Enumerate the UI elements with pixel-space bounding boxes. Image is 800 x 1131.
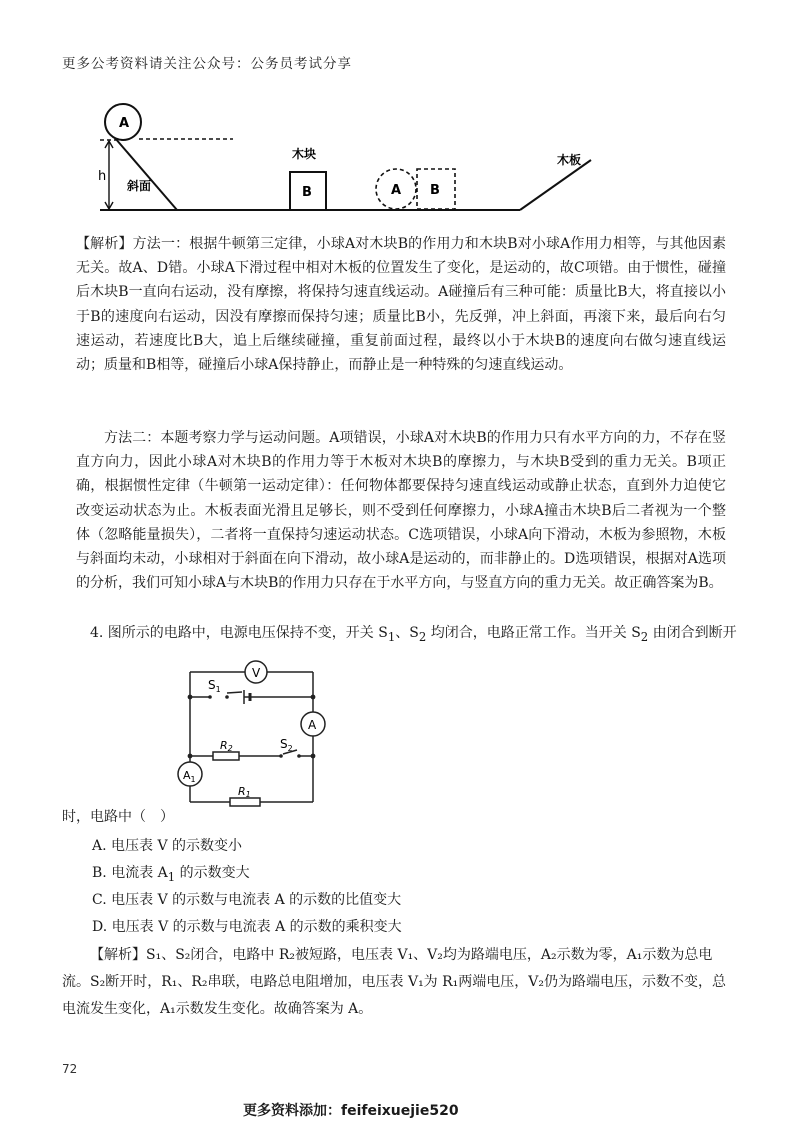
block-label: 木块: [292, 147, 317, 161]
ammeter-label: A: [308, 718, 317, 732]
analysis-method-2: 方法二：本题考察力学与运动问题。A项错误，小球A对木块B的作用力只有水平方向的力，不存在竖直方向力，因此小球A对木块B的作用力等于木板对木块B的摩擦力，与木块B受到的重力无关。B项正确，根据惯性定律（牛顿第一运动定律）：任何物体都要保持匀速直线运动或静止状态，直到外力迫使它改变运动状态为止。木板表面光滑且足够长，则不受到任何摩擦力，小球A撞击木块B后二者视为一个整体（忽略能量损失），二者将一直保持匀速运动状态。C选项错误，小球A向下滑动，木板为参照物，木板与斜面均未动，小球相对于斜面在向下滑动，故小球A是运动的，而非静止的。D选项错误，根据对A选项的分析，我们可知小球A与木块B的作用力只存在于水平方向，与竖直方向的重力无关。故正确答案为B。: [76, 430, 726, 592]
resistor-r2-label: R2: [220, 739, 233, 753]
resistor-r1-label: R1: [238, 785, 251, 799]
page-number: 72: [62, 1062, 78, 1076]
board-line: [520, 160, 591, 210]
block-b2-label: B: [430, 183, 440, 198]
option-b: B. 电流表 $A_1$ 的示数变大: [92, 865, 250, 884]
ball-a-label: A: [119, 116, 130, 131]
circuit-diagram: [170, 652, 350, 812]
resistor-r2: [213, 752, 239, 760]
analysis-2-line-1: 【解析】S₁、S₂闭合，电路中 R₂被短路，电压表 V₁、V₂均为路端电压，A₂示数为零，A₁示数为总电: [90, 947, 713, 963]
option-a: A. 电压表 V 的示数变小: [92, 838, 243, 854]
page-header: 更多公考资料请关注公众号：公务员考试分享: [62, 56, 352, 72]
page-footer: 更多资料添加：feifeixuejie520: [243, 1103, 459, 1119]
block-b-label: B: [302, 185, 312, 200]
board-label: 木板: [557, 153, 582, 167]
question-4-stem-continued: 时，电路中（ ）: [62, 809, 174, 825]
analysis-method-1: 【解析】方法一：根据牛顿第三定律，小球A对木块B的作用力和木块B对小球A作用力相等，与其他因素无关。故A、D错。小球A下滑过程中相对木板的位置发生了变化，是运动的，故C项错。由于惯性，碰撞后木块B一直向右运动，没有摩擦，将保持匀速直线运动。A碰撞后有三种可能：质量比B大，将直接以小于B的速度向右运动，因没有摩擦而保持匀速；质量比B小，先反弹，冲上斜面，再滚下来，最后向右匀速运动，若速度比B大，追上后继续碰撞，重复前面过程，最终以小于木块B的速度向右做匀速直线运动；质量和B相等，碰撞后小球A保持静止，而静止是一种特殊的匀速直线运动。: [76, 236, 726, 374]
analysis-2-line-2: 流。S₂断开时，R₁、R₂串联，电路总电阻增加，电压表 V₁为 R₁两端电压，V₂仍为路端电压，示数不变，总: [62, 974, 727, 990]
height-label: h: [98, 169, 107, 184]
switch-s2-label: $S_2$: [280, 737, 293, 753]
switch-s1-label: $S_1$: [208, 678, 221, 694]
incline-label: 斜面: [127, 179, 152, 193]
option-d: D. 电压表 V 的示数与电流表 A 的示数的乘积变大: [92, 919, 402, 935]
resistor-r1: [230, 798, 260, 806]
mechanics-figure: [95, 92, 615, 222]
voltmeter-label: V: [252, 666, 261, 680]
ball-a2-label: A: [391, 183, 402, 198]
ammeter1-label: $A_1$: [183, 769, 196, 784]
analysis-2-line-3: 电流发生变化，A₁示数发生变化。故确答案为 A。: [62, 1001, 373, 1017]
incline-line: [115, 138, 177, 210]
question-4-stem: 4. 图所示的电路中，电源电压保持不变，开关 $S_1$、$S_2$ 均闭合，电路正常工作。当开关 $S_2$ 由闭合到断开: [90, 625, 737, 644]
option-c: C. 电压表 V 的示数与电流表 A 的示数的比值变大: [92, 892, 402, 908]
